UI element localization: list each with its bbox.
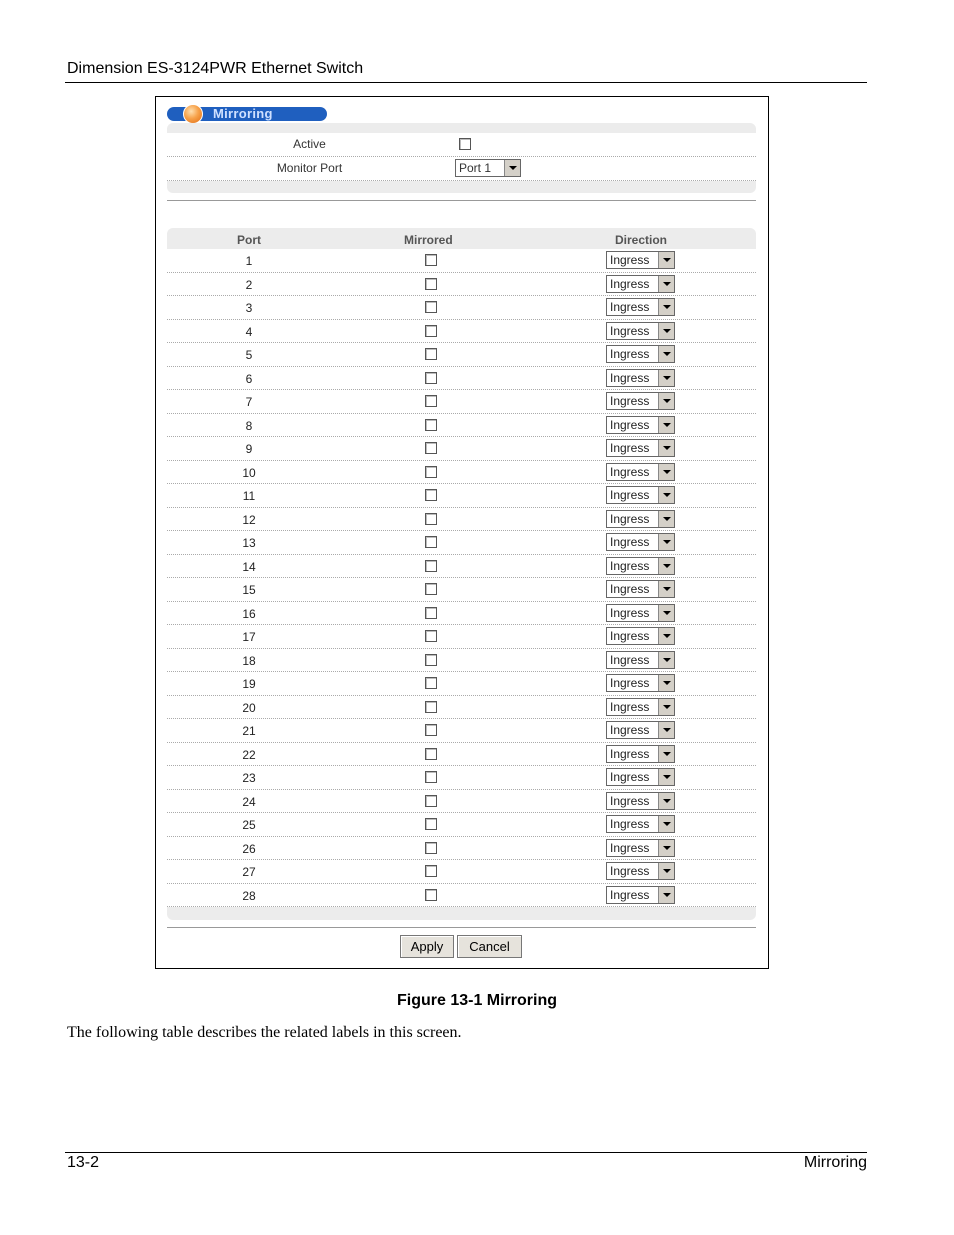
monitor-port-value: Port 1 (459, 161, 492, 175)
mirrored-checkbox[interactable] (425, 630, 437, 642)
direction-value: Ingress (610, 488, 650, 502)
chevron-down-icon (658, 628, 674, 644)
table-row (167, 625, 756, 649)
chevron-down-icon (658, 793, 674, 809)
direction-value: Ingress (610, 323, 650, 338)
mirrored-checkbox[interactable] (425, 466, 437, 478)
mirrored-checkbox[interactable] (425, 489, 437, 501)
direction-select[interactable] (606, 251, 675, 269)
direction-value: Ingress (610, 652, 650, 667)
mirrored-checkbox[interactable] (425, 395, 437, 407)
port-number: 23 (242, 771, 256, 785)
direction-value: Ingress (610, 840, 650, 855)
direction-value: Ingress (610, 511, 650, 526)
monitor-port-row (167, 157, 756, 181)
direction-value: Ingress (610, 417, 650, 432)
table-row (167, 555, 756, 579)
direction-value: Ingress (610, 441, 650, 455)
mirroring-table (167, 228, 756, 920)
screenshot-frame (155, 96, 769, 969)
mirrored-checkbox[interactable] (425, 842, 437, 854)
mirrored-checkbox[interactable] (425, 818, 437, 830)
mirrored-checkbox[interactable] (425, 513, 437, 525)
mirrored-checkbox[interactable] (425, 607, 437, 619)
screen-title: Mirroring (213, 106, 273, 121)
mirrored-checkbox[interactable] (425, 419, 437, 431)
table-row (167, 766, 756, 790)
mirrored-checkbox[interactable] (425, 442, 437, 454)
column-direction: Direction (615, 233, 668, 247)
port-number: 4 (245, 324, 253, 339)
active-checkbox[interactable] (459, 138, 471, 150)
direction-value: Ingress (610, 253, 650, 267)
direction-select[interactable] (606, 627, 675, 645)
direction-value: Ingress (610, 558, 650, 573)
monitor-port-label: Monitor Port (276, 161, 343, 175)
port-number: 17 (242, 630, 256, 644)
table-row (167, 508, 756, 532)
title-bar (167, 107, 327, 121)
direction-select[interactable] (606, 463, 675, 481)
table-row (167, 578, 756, 602)
direction-select[interactable] (606, 275, 675, 293)
table-row (167, 884, 756, 908)
mirrored-checkbox[interactable] (425, 701, 437, 713)
port-number: 8 (245, 418, 253, 433)
direction-select[interactable] (606, 745, 675, 763)
mirrored-checkbox[interactable] (425, 889, 437, 901)
column-port: Port (237, 233, 261, 247)
port-number: 24 (242, 794, 256, 809)
port-number: 19 (242, 677, 256, 691)
document-header: Dimension ES-3124PWR Ethernet Switch (67, 60, 364, 77)
table-header (167, 228, 756, 250)
direction-value: Ingress (610, 535, 650, 549)
body-text: The following table describes the related labels in this screen. (67, 1024, 462, 1041)
port-number: 28 (242, 888, 256, 903)
port-number: 12 (242, 512, 256, 527)
direction-value: Ingress (610, 793, 650, 808)
port-number: 7 (245, 395, 253, 409)
port-number: 9 (245, 442, 253, 456)
chevron-down-icon (658, 699, 674, 715)
direction-select[interactable] (606, 392, 675, 410)
mirrored-checkbox[interactable] (425, 536, 437, 548)
direction-value: Ingress (610, 676, 650, 690)
direction-select[interactable] (606, 674, 675, 692)
chevron-down-icon (658, 370, 674, 386)
chapter-name: Mirroring (803, 1154, 867, 1171)
port-number: 25 (242, 818, 256, 832)
table-row (167, 837, 756, 861)
direction-select[interactable] (606, 604, 675, 622)
port-number: 26 (242, 841, 256, 856)
table-row (167, 602, 756, 626)
direction-value: Ingress (610, 394, 650, 408)
table-row (167, 813, 756, 837)
section-divider (167, 200, 756, 201)
chevron-down-icon (658, 605, 674, 621)
direction-select[interactable] (606, 886, 675, 904)
port-number: 10 (242, 465, 256, 480)
mirrored-checkbox[interactable] (425, 865, 437, 877)
chevron-down-icon (658, 581, 674, 597)
port-number: 13 (242, 536, 256, 550)
chevron-down-icon (658, 722, 674, 738)
mirrored-checkbox[interactable] (425, 325, 437, 337)
table-row (167, 484, 756, 508)
table-row (167, 531, 756, 555)
port-number: 20 (242, 700, 256, 715)
chevron-down-icon (658, 323, 674, 339)
mirrored-checkbox[interactable] (425, 348, 437, 360)
active-label: Active (293, 137, 326, 151)
header-rule (65, 82, 867, 83)
direction-value: Ingress (610, 300, 650, 314)
direction-select[interactable] (606, 792, 675, 810)
direction-value: Ingress (610, 605, 650, 620)
mirrored-checkbox[interactable] (425, 301, 437, 313)
chevron-down-icon (658, 440, 674, 456)
chevron-down-icon (658, 346, 674, 362)
chevron-down-icon (658, 511, 674, 527)
direction-select[interactable] (606, 557, 675, 575)
mirrored-checkbox[interactable] (425, 560, 437, 572)
mirrored-checkbox[interactable] (425, 748, 437, 760)
port-number: 21 (242, 724, 256, 738)
chevron-down-icon (658, 769, 674, 785)
settings-panel (167, 123, 756, 193)
mirrored-checkbox[interactable] (425, 583, 437, 595)
port-number: 5 (245, 348, 253, 362)
mirrored-checkbox[interactable] (425, 654, 437, 666)
direction-select[interactable] (606, 862, 675, 880)
port-number: 14 (242, 559, 256, 574)
port-number: 22 (242, 747, 256, 762)
direction-select[interactable] (606, 416, 675, 434)
chevron-down-icon (658, 393, 674, 409)
button-divider (167, 927, 756, 928)
port-number: 16 (242, 606, 256, 621)
port-number: 2 (245, 277, 253, 292)
direction-select[interactable] (606, 651, 675, 669)
direction-select[interactable] (606, 815, 675, 833)
orb-icon (183, 104, 203, 124)
chevron-down-icon (658, 816, 674, 832)
chevron-down-icon (658, 840, 674, 856)
footer-rule (65, 1152, 867, 1153)
mirrored-checkbox[interactable] (425, 724, 437, 736)
direction-value: Ingress (610, 746, 650, 761)
table-row (167, 743, 756, 767)
direction-value: Ingress (610, 887, 650, 902)
direction-value: Ingress (610, 276, 650, 291)
table-row (167, 696, 756, 720)
chevron-down-icon (504, 160, 520, 176)
mirrored-checkbox[interactable] (425, 795, 437, 807)
chevron-down-icon (658, 534, 674, 550)
port-number: 27 (242, 865, 256, 879)
direction-select[interactable] (606, 345, 675, 363)
direction-select[interactable] (606, 533, 675, 551)
monitor-port-select[interactable] (455, 159, 521, 177)
table-row (167, 320, 756, 344)
direction-select[interactable] (606, 698, 675, 716)
column-mirrored: Mirrored (404, 233, 453, 247)
port-number: 3 (245, 301, 253, 315)
direction-select[interactable] (606, 721, 675, 739)
mirrored-checkbox[interactable] (425, 771, 437, 783)
mirrored-checkbox[interactable] (425, 372, 437, 384)
chevron-down-icon (658, 863, 674, 879)
direction-select[interactable] (606, 322, 675, 340)
table-row (167, 390, 756, 414)
table-row (167, 860, 756, 884)
port-number: 15 (242, 583, 256, 597)
direction-select[interactable] (606, 369, 675, 387)
chevron-down-icon (658, 746, 674, 762)
chevron-down-icon (658, 299, 674, 315)
table-row (167, 437, 756, 461)
active-row (167, 133, 756, 157)
mirrored-checkbox[interactable] (425, 278, 437, 290)
table-row (167, 461, 756, 485)
table-row (167, 649, 756, 673)
port-number: 1 (245, 254, 253, 268)
port-number: 11 (242, 489, 256, 503)
mirrored-checkbox[interactable] (425, 677, 437, 689)
chevron-down-icon (658, 276, 674, 292)
direction-value: Ingress (610, 370, 650, 385)
chevron-down-icon (658, 675, 674, 691)
table-row (167, 367, 756, 391)
table-row (167, 719, 756, 743)
direction-value: Ingress (610, 864, 650, 878)
direction-value: Ingress (610, 582, 650, 596)
direction-value: Ingress (610, 347, 650, 361)
chevron-down-icon (658, 417, 674, 433)
table-row (167, 296, 756, 320)
chevron-down-icon (658, 464, 674, 480)
direction-value: Ingress (610, 699, 650, 714)
port-number: 18 (242, 653, 256, 668)
table-body (167, 249, 756, 907)
direction-select[interactable] (606, 839, 675, 857)
chevron-down-icon (658, 652, 674, 668)
table-row (167, 414, 756, 438)
chevron-down-icon (658, 487, 674, 503)
table-row (167, 672, 756, 696)
direction-value: Ingress (610, 817, 650, 831)
chevron-down-icon (658, 252, 674, 268)
direction-select[interactable] (606, 298, 675, 316)
direction-value: Ingress (610, 629, 650, 643)
chevron-down-icon (658, 887, 674, 903)
direction-select[interactable] (606, 439, 675, 457)
table-row (167, 790, 756, 814)
mirrored-checkbox[interactable] (425, 254, 437, 266)
direction-value: Ingress (610, 770, 650, 784)
figure-caption: Figure 13-1 Mirroring (396, 992, 558, 1009)
apply-button[interactable]: Apply (400, 935, 454, 958)
table-row (167, 273, 756, 297)
direction-select[interactable] (606, 580, 675, 598)
direction-select[interactable] (606, 768, 675, 786)
chevron-down-icon (658, 558, 674, 574)
table-row (167, 343, 756, 367)
direction-select[interactable] (606, 486, 675, 504)
port-number: 6 (245, 371, 253, 386)
table-row (167, 249, 756, 273)
direction-value: Ingress (610, 723, 650, 737)
direction-value: Ingress (610, 464, 650, 479)
direction-select[interactable] (606, 510, 675, 528)
page-number: 13-2 (67, 1154, 100, 1171)
cancel-button[interactable]: Cancel (457, 935, 522, 958)
